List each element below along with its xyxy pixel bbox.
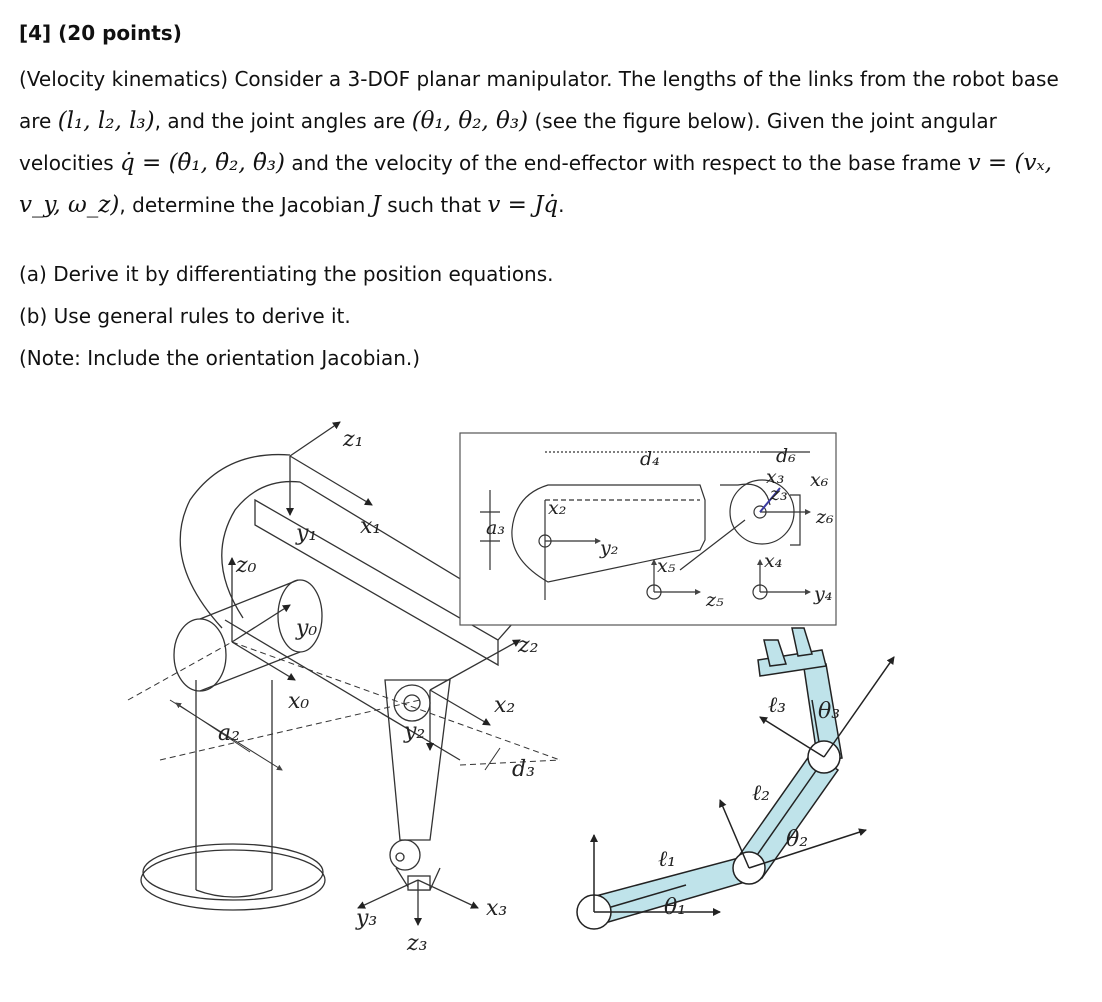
inset-label-z3: z₃	[770, 483, 788, 505]
inset-label-x6: x₆	[810, 469, 829, 491]
label-z1: z₁	[343, 427, 364, 452]
label-l3: ℓ₃	[768, 693, 786, 718]
label-theta2: θ₂	[786, 827, 809, 852]
label-theta1: θ₁	[664, 895, 687, 920]
intro-text-7: .	[558, 193, 565, 217]
label-y3: y₃	[356, 906, 378, 931]
planar-manipulator	[577, 628, 894, 929]
math-joint-angles: (θ₁, θ₂, θ₃)	[411, 108, 529, 134]
inset-label-z6: z₆	[816, 506, 834, 528]
inset-label-z5: z₅	[706, 589, 724, 611]
inset-label-d4: d₄	[640, 448, 660, 470]
label-z0: z₀	[236, 553, 257, 578]
label-d3: d₃	[512, 757, 535, 782]
label-x1: x₁	[360, 514, 382, 539]
math-velocity: v = (vₓ, v_y, ω_z)	[19, 150, 1052, 218]
label-x3: x₃	[486, 896, 508, 921]
label-x2: x₂	[494, 693, 516, 718]
part-a: (a) Derive it by differentiating the position equations.	[19, 262, 554, 286]
label-x0: x₀	[288, 689, 310, 714]
inset-label-x3: x₃	[766, 466, 785, 488]
math-qdot: q̇ = (θ̇₁, θ̇₂, θ̇₃)	[119, 150, 285, 176]
gripper-finger-right	[792, 628, 812, 656]
label-z3: z₃	[407, 931, 428, 956]
inset-label-a3: a₃	[486, 517, 505, 539]
label-theta3: θ₃	[818, 699, 841, 724]
label-y1: y₁	[296, 521, 318, 546]
inset-label-d6: d₆	[776, 445, 796, 467]
intro-text-6: such that	[380, 193, 488, 217]
intro-text-4: and the velocity of the end-effector with respect to the base frame	[284, 151, 968, 175]
inset-label-x4: x₄	[764, 550, 783, 572]
wrist	[390, 840, 420, 870]
label-l2: ℓ₂	[752, 781, 770, 806]
forearm	[385, 680, 450, 840]
shoulder-cylinder	[174, 619, 226, 691]
label-y2: y₂	[404, 719, 426, 744]
inset-label-y2: y₂	[600, 537, 619, 559]
intro-text-2: , and the joint angles are	[154, 109, 412, 133]
math-jacobian: J	[371, 192, 381, 218]
part-b: (b) Use general rules to derive it.	[19, 304, 351, 328]
label-z2: z₂	[518, 633, 539, 658]
problem-header: [4] (20 points)	[19, 21, 182, 45]
label-a2: a₂	[218, 721, 240, 746]
label-l1: ℓ₁	[658, 847, 676, 872]
base-plate	[141, 850, 325, 910]
intro-text-5: , determine the Jacobian	[119, 193, 372, 217]
intro-text-3: (see the figure below). Given the joint angular velocities	[19, 109, 997, 175]
note: (Note: Include the orientation Jacobian.)	[19, 346, 421, 370]
shoulder-hood	[180, 455, 290, 628]
inset-label-x2: x₂	[548, 497, 567, 519]
math-v-equals-jqdot: v = Jq̇	[487, 192, 559, 218]
intro-text-1: (Velocity kinematics) Consider a 3-DOF planar manipulator. The lengths of the links from the robot base are	[19, 67, 1059, 133]
label-y0: y₀	[296, 616, 318, 641]
math-link-lengths: (l₁, l₂, l₃)	[57, 108, 155, 134]
inset-label-x5: x₅	[657, 555, 676, 577]
inset-label-y4: y₄	[814, 583, 833, 605]
